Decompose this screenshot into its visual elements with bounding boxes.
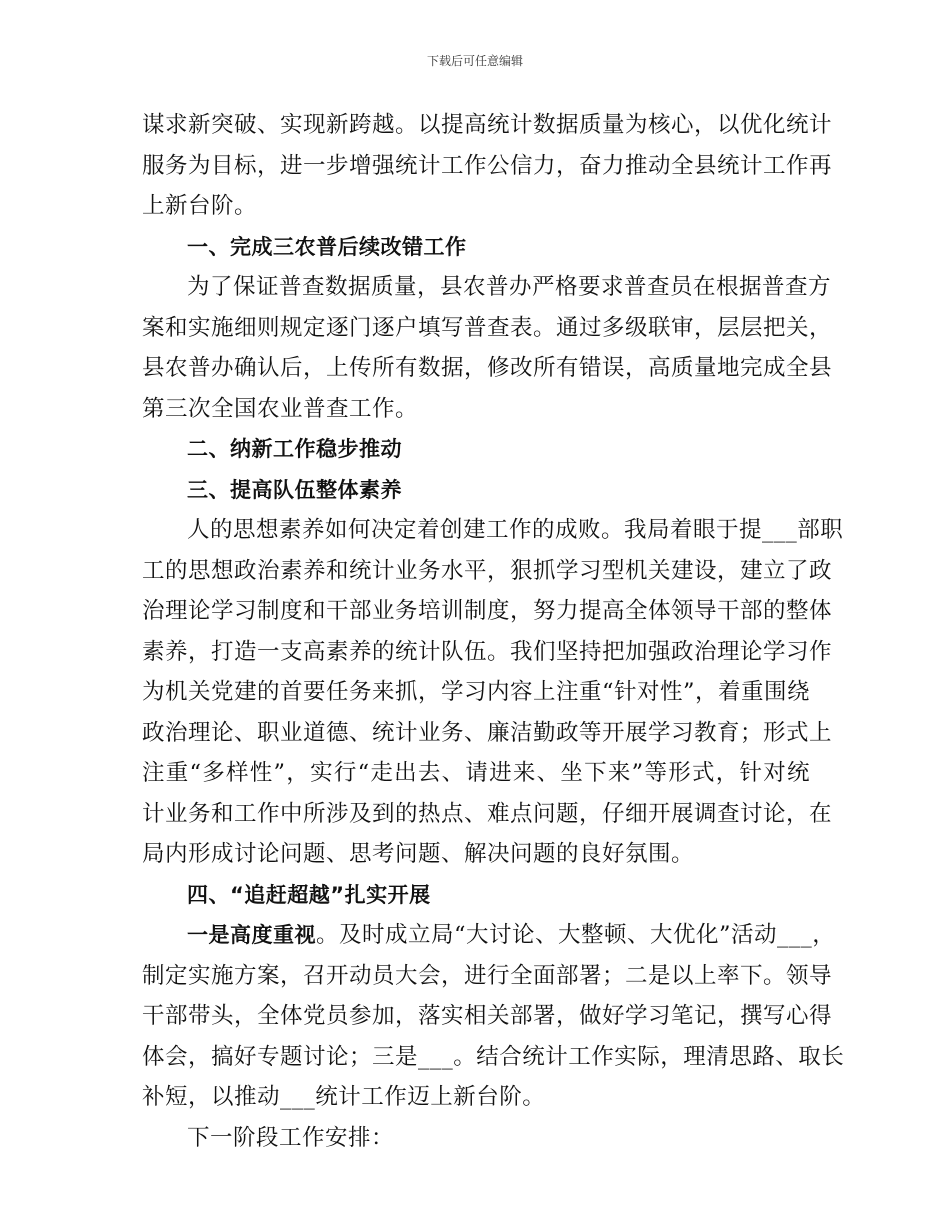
section-heading-3: 三、提高队伍整体素养 <box>187 477 402 502</box>
paragraph-intro <box>142 105 833 227</box>
text-line: 县农普办确认后，上传所有数据，修改所有错误，高质量地完成全县 <box>142 355 833 381</box>
section-heading-2: 二、纳新工作稳步推动 <box>187 437 402 461</box>
section-heading-4: 四、“追赶超越”扎实开展 <box>187 882 431 907</box>
text-line: 服务为目标，进一步增强统计工作公信力，奋力推动全县统计工作再 <box>142 152 833 179</box>
text-span: 。及时成立局“大讨论、大整顿、大优化”活动___， <box>316 922 836 948</box>
text-line: 补短，以推动___统计工作迈上新台阶。 <box>142 1084 546 1110</box>
text-line: 谋求新突破、实现新跨越。以提高统计数据质量为核心，以优化统计 <box>142 112 833 138</box>
paragraph-section-3 <box>142 510 844 875</box>
text-line: 工的思想政治素养和统计业务水平，狠抓学习型机关建设，建立了政 <box>142 557 833 584</box>
text-line: 为了保证普查数据质量，县农普办严格要求普查员在根据普查方 <box>187 274 832 300</box>
paragraph-section-1 <box>142 267 833 429</box>
bold-lead-text: 一是高度重视 <box>187 923 316 947</box>
text-line: 体会，搞好专题讨论；三是___。结合统计工作实际，理清思路、取长 <box>142 1043 845 1070</box>
next-stage-line: 下一阶段工作安排： <box>187 1124 395 1151</box>
document-body <box>142 105 845 1158</box>
text-line: 制定实施方案，召开动员大会，进行全面部署；二是以上率下。领导 <box>142 962 833 989</box>
text-line: 案和实施细则规定逐门逐户填写普查表。通过多级联审，层层把关， <box>142 314 833 341</box>
section-heading-1: 一、完成三农普后续改错工作 <box>187 234 467 259</box>
text-line: 第三次全国农业普查工作。 <box>142 395 419 422</box>
text-line: 为机关党建的首要任务来抓，学习内容上注重“针对性”，着重围绕 <box>142 679 811 705</box>
text-line: 注重“多样性”，实行“走出去、请进来、坐下来”等形式，针对统 <box>142 760 810 786</box>
page-header: 下载后可任意编辑 <box>426 54 523 68</box>
text-line <box>142 915 836 956</box>
text-line: 政治理论、职业道德、统计业务、廉洁勤政等开展学习教育；形式上 <box>142 719 833 746</box>
paragraph-section-4 <box>142 915 845 1118</box>
text-line: 计业务和工作中所涉及到的热点、难点问题，仔细开展调查讨论，在 <box>142 800 833 827</box>
text-line: 干部带头，全体党员参加，落实相关部署，做好学习笔记，撰写心得 <box>142 1003 833 1029</box>
text-line: 局内形成讨论问题、思考问题、解决问题的良好氛围。 <box>142 841 695 867</box>
text-line: 素养，打造一支高素养的统计队伍。我们坚持把加强政治理论学习作 <box>142 638 833 665</box>
text-line: 治理论学习制度和干部业务培训制度，努力提高全体领导干部的整体 <box>142 598 833 624</box>
text-line: 上新台阶。 <box>142 193 258 219</box>
text-line: 人的思想素养如何决定着创建工作的成败。我局着眼于提___部职 <box>187 517 844 543</box>
